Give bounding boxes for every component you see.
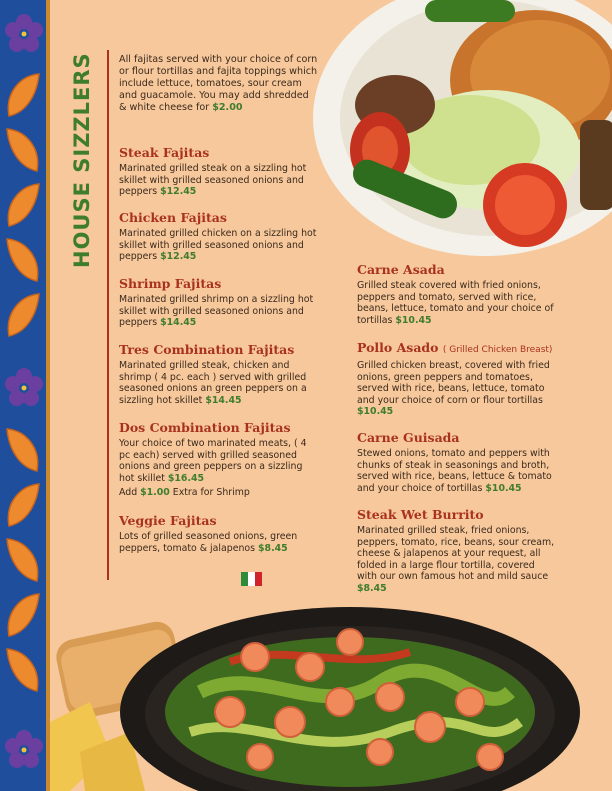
- intro-description: All fajitas served with your choice of corn or flour tortillas and fajita toppings which include lettuce, tomatoes, sour cream and guacamole. You may add shredded & white cheese for: [119, 54, 318, 113]
- section-title: HOUSE SIZZLERS: [70, 52, 94, 268]
- menu-item-carne-asada: [357, 262, 557, 326]
- item-price: $14.45: [205, 394, 242, 406]
- leaf-icon: [3, 645, 43, 695]
- menu-item-veggie-fajitas: [119, 513, 319, 554]
- flower-icon: [2, 728, 46, 772]
- menu-item-tres-combination: [119, 342, 319, 406]
- shrimp-extra-note: [119, 487, 319, 499]
- extra-suffix: Extra for Shrimp: [172, 487, 250, 499]
- item-name: Tres Combination Fajitas: [119, 342, 295, 357]
- menu-item-steak-fajitas: [119, 145, 319, 198]
- item-price: $10.45: [485, 482, 522, 494]
- item-description: Lots of grilled seasoned onions, green peppers, tomato & jalapenos: [119, 531, 298, 554]
- item-description: Marinated grilled steak, fried onions, peppers, tomato, rice, beans, sour cream, cheese & jalapenos at your request, all folded in a large flour tortilla, covered with our own famous hot and mild sauce: [357, 525, 555, 583]
- decorative-border: [0, 0, 50, 791]
- leaf-icon: [3, 535, 43, 585]
- item-description: Your choice of two marinated meats, ( 4 pc each) served with grilled seasoned onions and green peppers on a sizzling hot skillet: [119, 438, 307, 484]
- item-price: $8.45: [357, 582, 387, 594]
- intro-price: $2.00: [212, 102, 243, 113]
- item-price: $10.45: [357, 406, 394, 418]
- item-name: Shrimp Fajitas: [119, 276, 222, 291]
- menu-item-chicken-fajitas: [119, 210, 319, 263]
- item-price: $8.45: [258, 542, 288, 554]
- item-price: $16.45: [167, 472, 205, 484]
- item-name: Veggie Fajitas: [119, 513, 217, 528]
- item-name: Steak Fajitas: [119, 145, 210, 160]
- item-name: Chicken Fajitas: [119, 210, 227, 225]
- item-price: $12.45: [160, 251, 197, 263]
- leaf-icon: [3, 290, 43, 340]
- item-name: [357, 430, 557, 446]
- item-name-text: Carne Guisada: [357, 430, 460, 445]
- flower-icon: [2, 12, 46, 56]
- leaf-icon: [3, 425, 43, 475]
- item-name: Dos Combination Fajitas: [119, 420, 291, 435]
- item-price: $10.45: [395, 314, 432, 326]
- leaf-icon: [3, 125, 43, 175]
- item-name-note: ( Grilled Chicken Breast): [442, 345, 553, 355]
- item-name: [357, 340, 557, 358]
- leaf-icon: [3, 235, 43, 285]
- menu-item-dos-combination: [119, 420, 319, 499]
- item-description: Grilled chicken breast, covered with fried onions, green peppers and tomatoes, served with rice, beans, lettuce, tomato and your choice of corn or flour tortillas: [357, 360, 550, 406]
- flower-icon: [2, 366, 46, 410]
- item-price: $12.45: [160, 186, 197, 198]
- extra-price: $1.00: [140, 487, 170, 499]
- menu-item-shrimp-fajitas: [119, 276, 319, 329]
- item-description: Marinated grilled steak on a sizzling hot skillet with grilled seasoned onions and peppers: [119, 163, 307, 198]
- leaf-icon: [3, 180, 43, 230]
- leaf-icon: [3, 70, 43, 120]
- item-name: [357, 262, 557, 278]
- shrimp-skillet-photo: [50, 602, 612, 791]
- menu-item-carne-guisada: [357, 430, 557, 494]
- fajita-plate-photo: [310, 0, 612, 262]
- leaf-icon: [3, 590, 43, 640]
- divider-line: [107, 50, 109, 580]
- item-name-text: Steak Wet Burrito: [357, 507, 484, 522]
- menu-item-pollo-asado: [357, 340, 557, 418]
- item-name-text: Pollo Asado: [357, 340, 439, 355]
- item-description: Marinated grilled shrimp on a sizzling hot skillet with grilled seasoned onions and peppers: [119, 294, 314, 329]
- intro-text: [119, 54, 319, 114]
- extra-prefix: Add: [119, 487, 138, 499]
- item-description: Marinated grilled chicken on a sizzling hot skillet with grilled seasoned onions and peppers: [119, 228, 317, 263]
- leaf-icon: [3, 480, 43, 530]
- item-description: Grilled steak covered with fried onions, peppers and tomato, served with rice, beans, lettuce, tomato and your choice of tortillas: [357, 280, 554, 326]
- menu-item-steak-wet-burrito: [357, 507, 557, 595]
- item-price: $14.45: [160, 317, 197, 329]
- item-description: Marinated grilled steak, chicken and shrimp ( 4 pc. each ) served with grilled seasoned onions an green peppers on a sizzling hot skillet: [119, 360, 307, 406]
- item-name-text: Carne Asada: [357, 262, 445, 277]
- item-name: [357, 507, 557, 523]
- item-description: Stewed onions, tomato and peppers with chunks of steak in seasonings and broth, served with rice, beans, lettuce & tomato and your choice of tortillas: [357, 448, 552, 494]
- italian-flag-icon: [241, 572, 262, 586]
